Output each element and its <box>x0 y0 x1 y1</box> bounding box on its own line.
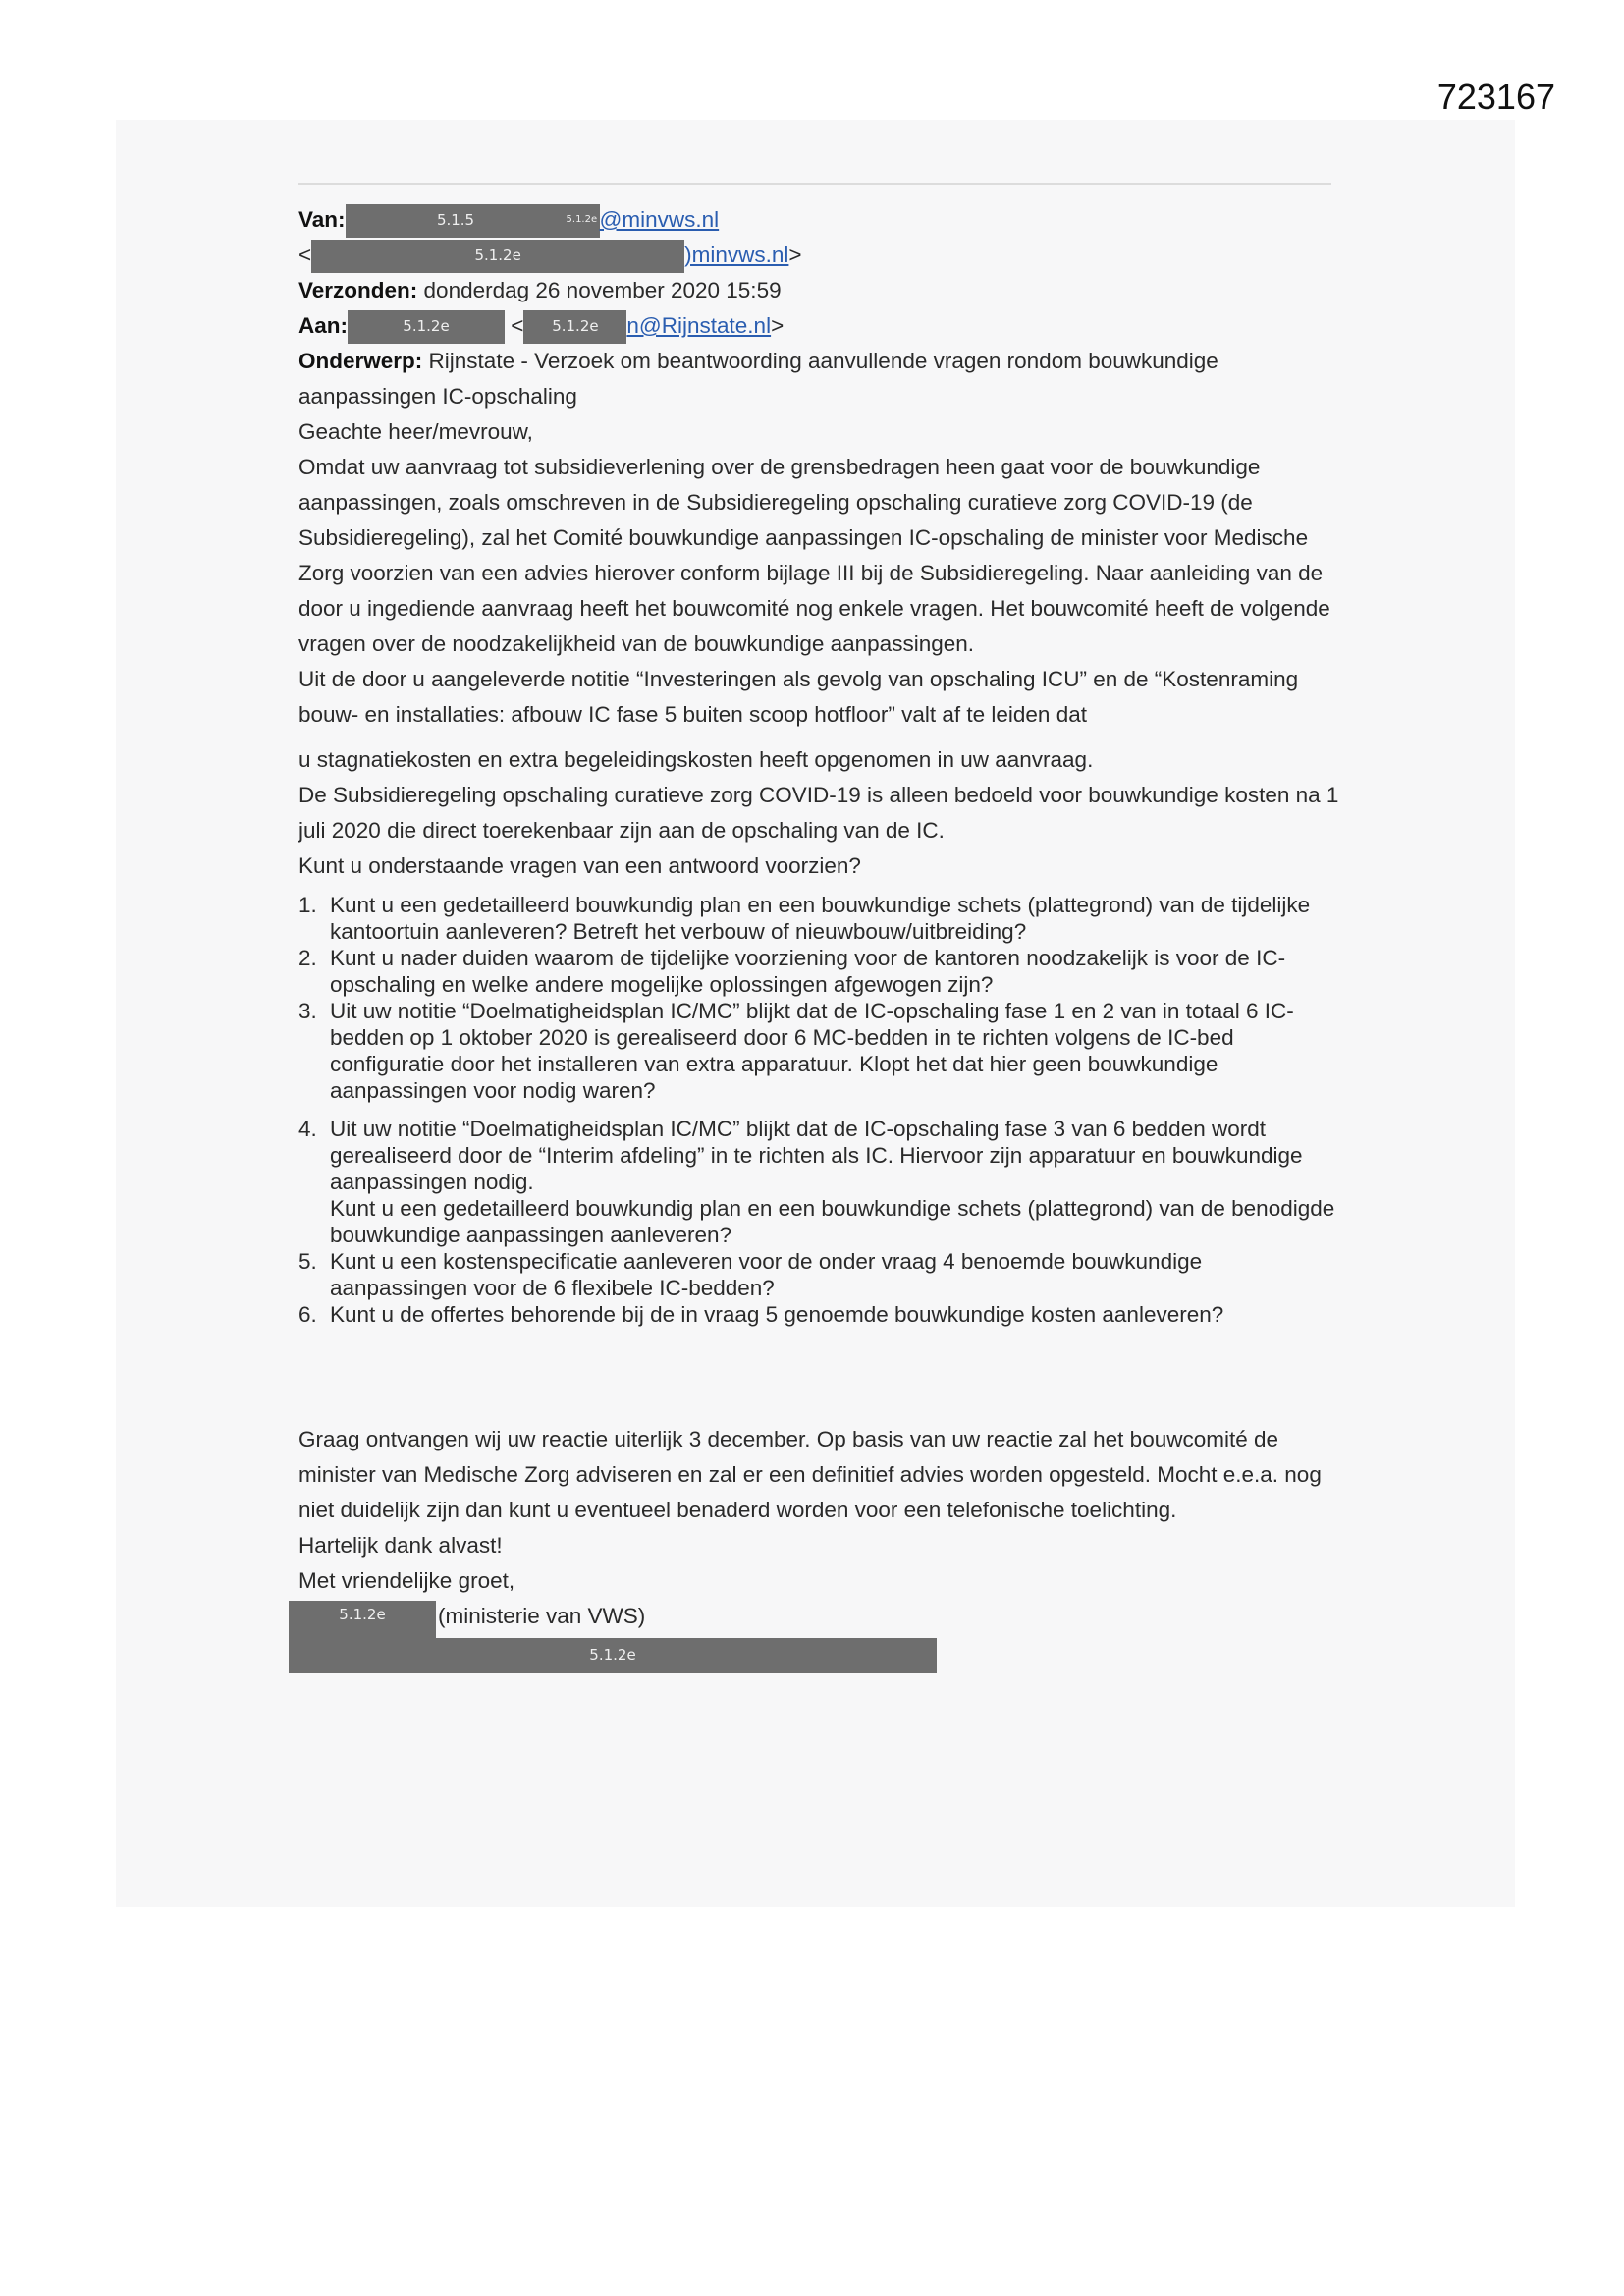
paragraph-notes: Uit de door u aangeleverde notitie “Investeringen als gevolg van opschaling ICU” en de “Kostenraming bouw- en installaties: afbouw IC fase 5 buiten scoop hotfloor” valt af te leiden dat <box>298 667 1299 727</box>
sent-label: Verzonden: <box>298 278 418 302</box>
header-divider <box>298 183 1331 185</box>
angle-open: < <box>511 313 524 338</box>
salutation: Geachte heer/mevrouw, <box>298 419 533 444</box>
redaction-block: 5.1.2e <box>311 240 684 273</box>
signature <box>298 1599 1339 1664</box>
list-item <box>298 892 1339 945</box>
question-text: Kunt u nader duiden waarom de tijdelijke voorziening voor de kantoren noodzakelijk is voor de IC-opschaling en welke andere mogelijke oplossingen afgewogen zijn? <box>330 946 1286 997</box>
list-item <box>298 998 1339 1104</box>
signature-org: (ministerie van VWS) <box>438 1604 646 1628</box>
subject-label: Onderwerp: <box>298 349 423 373</box>
closing-section <box>298 1422 1339 1664</box>
paragraph-notes-cont: u stagnatiekosten en extra begeleidingskosten heeft opgenomen in uw aanvraag. <box>298 747 1094 772</box>
redaction-block: 5.1.2e <box>289 1601 436 1638</box>
paragraph-intro: Omdat uw aanvraag tot subsidieverlening over de grensbedragen heen gaat voor de bouwkundige aanpassingen, zoals omschreven in de Subsidieregeling opschaling curatieve zorg COVID-19 (de Subsidieregeling), zal het Comité bouwkundige aanpassingen IC-opschaling de minister voor Medische Zorg voorzien van een advies hierover conform bijlage III bij de Subsidieregeling. Naar aanleiding van de door u ingediende aanvraag heeft het bouwcomité nog enkele vragen. Het bouwcomité heeft de volgende vragen over de noodzakelijkheid van de bouwkundige aanpassingen. <box>298 455 1330 656</box>
spacer <box>298 733 1339 742</box>
question-list <box>298 892 1339 1328</box>
greeting-line: Met vriendelijke groet, <box>298 1568 515 1593</box>
from-email-link[interactable]: @minvws.nl <box>599 207 720 232</box>
redaction-block: 5.1.2e <box>348 310 505 344</box>
to-email-link[interactable]: n@Rijnstate.nl <box>626 313 772 338</box>
redaction-block: 5.1.2e <box>523 310 626 344</box>
question-text: Uit uw notitie “Doelmatigheidsplan IC/MC” blijkt dat de IC-opschaling fase 1 en 2 van in totaal 6 IC-bedden op 1 oktober 2020 is gerealiseerd door 6 MC-bedden in te richten volgens de IC-bed configuratie door het installeren van extra apparatuur. Klopt het dat hier geen bouwkundige aanpassingen voor nodig waren? <box>330 999 1294 1103</box>
to-label: Aan: <box>298 313 348 338</box>
question-text: Uit uw notitie “Doelmatigheidsplan IC/MC” blijkt dat de IC-opschaling fase 3 van 6 bedden wordt gerealiseerd door de “Interim afdeling” in te richten als IC. Hiervoor zijn apparatuur en bouwkundige aanpassingen nodig. <box>330 1117 1303 1194</box>
angle-open: < <box>298 243 312 267</box>
subject-value: Rijnstate - Verzoek om beantwoording aanvullende vragen rondom bouwkundige aanpassingen IC-opschaling <box>298 349 1218 409</box>
paragraph-regulation: De Subsidieregeling opschaling curatieve zorg COVID-19 is alleen bedoeld voor bouwkundige kosten na 1 juli 2020 die direct toerekenbaar zijn aan de opschaling van de IC. <box>298 783 1339 843</box>
question-number: 6. <box>298 1302 317 1327</box>
from-address-line <box>298 238 1339 273</box>
from-address-link[interactable]: )minvws.nl <box>684 243 789 267</box>
from-label: Van: <box>298 207 346 232</box>
angle-close: > <box>771 313 785 338</box>
redaction-block: 5.1.2e <box>567 204 600 238</box>
to-line <box>298 308 1339 344</box>
list-item <box>298 945 1339 998</box>
redaction-block: 5.1.5 <box>346 204 567 238</box>
list-item <box>298 1116 1339 1248</box>
thanks-line: Hartelijk dank alvast! <box>298 1533 503 1558</box>
list-item <box>298 1301 1339 1328</box>
email-body <box>298 202 1339 1664</box>
paragraph-request: Kunt u onderstaande vragen van een antwoord voorzien? <box>298 853 861 878</box>
question-number: 1. <box>298 893 317 917</box>
question-text: Kunt u een kostenspecificatie aanleveren voor de onder vraag 4 benoemde bouwkundige aanpassingen voor de 6 flexibele IC-bedden? <box>330 1249 1203 1300</box>
question-subtext: Kunt u een gedetailleerd bouwkundig plan en een bouwkundige schets (plattegrond) van de benodigde bouwkundige aanpassingen aanleveren? <box>330 1196 1335 1247</box>
sent-value: donderdag 26 november 2020 15:59 <box>423 278 782 302</box>
angle-close: > <box>788 243 802 267</box>
question-text: Kunt u de offertes behorende bij de in vraag 5 genoemde bouwkundige kosten aanleveren? <box>330 1302 1224 1327</box>
subject-line <box>298 344 1339 414</box>
question-number: 2. <box>298 946 317 970</box>
redaction-block: 5.1.2e <box>289 1638 937 1673</box>
question-number: 4. <box>298 1117 317 1141</box>
closing-paragraph: Graag ontvangen wij uw reactie uiterlijk 3 december. Op basis van uw reactie zal het bouwcomité de minister van Medische Zorg adviseren en zal er een definitief advies worden opgesteld. Mocht e.e.a. nog niet duidelijk zijn dan kunt u eventueel benaderd worden voor een telefonische toelichting. <box>298 1427 1322 1522</box>
sent-line <box>298 273 1339 308</box>
from-line <box>298 202 1339 238</box>
question-number: 5. <box>298 1249 317 1274</box>
question-number: 3. <box>298 999 317 1023</box>
list-item <box>298 1248 1339 1301</box>
question-text: Kunt u een gedetailleerd bouwkundig plan en een bouwkundige schets (plattegrond) van de tijdelijke kantoortuin aanleveren? Betreft het verbouw of nieuwbouw/uitbreiding? <box>330 893 1311 944</box>
document-number: 723167 <box>1436 77 1555 117</box>
